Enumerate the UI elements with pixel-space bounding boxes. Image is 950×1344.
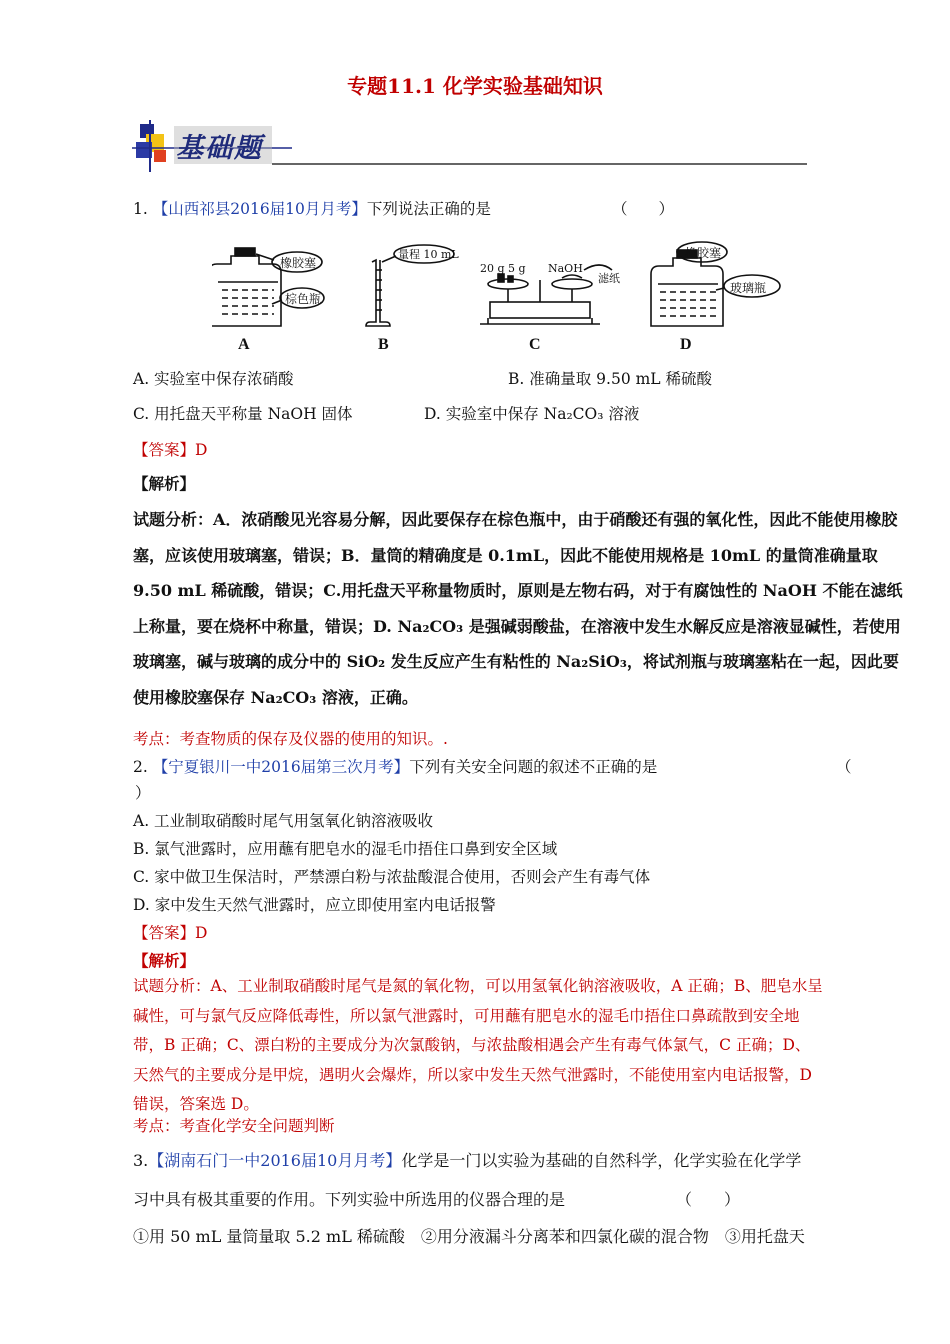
analysis-label: 【解析】 [133, 951, 196, 970]
question-3-items: ①用 50 mL 量筒量取 5.2 mL 稀硫酸 ②用分液漏斗分离苯和四氯化碳的混合物 ③用托盘天 [133, 1227, 805, 1246]
section-banner [132, 120, 812, 172]
analysis-label: 【解析】 [133, 474, 196, 493]
answer-label: 【答案】 [133, 441, 196, 459]
label-weights: 20 g 5 g [480, 262, 526, 275]
figure-label-b: B [378, 336, 389, 353]
question-number: 1. [133, 200, 148, 218]
option-c: C. 家中做卫生保洁时，严禁漂白粉与浓盐酸混合使用，否则会产生有毒气体 [133, 868, 651, 886]
answer-line [133, 438, 207, 460]
question-3-stem-cont: 习中具有极其重要的作用。下列实验中所选用的仪器合理的是 [133, 1190, 566, 1209]
label-filter-paper: 滤纸 [598, 272, 620, 285]
question-2-stem [133, 755, 657, 777]
figure-label-c: C [529, 336, 541, 353]
answer-paren: （ ） [612, 200, 675, 218]
option-a: A. 实验室中保存浓硝酸 [133, 370, 294, 388]
label-rubber-stopper-a: 橡胶塞 [280, 256, 317, 270]
question-text: 化学是一门以实验为基础的自然科学，化学实验在化学学 [401, 1151, 802, 1170]
banner-label: 基础题 [176, 133, 263, 164]
answer-value: D [195, 441, 208, 459]
option-c: C. 用托盘天平称量 NaOH 固体 [133, 405, 353, 423]
knowledge-point: 考点：考查化学安全问题判断 [133, 1117, 335, 1135]
question-3-stem [133, 1148, 801, 1171]
answer-paren-open: （ [836, 758, 852, 776]
question-source: 【宁夏银川一中2016届第三次月考】 [152, 758, 410, 776]
analysis-text: 试题分析：A．浓硝酸见光容易分解，因此要保存在棕色瓶中，由于硝酸还有强的氧化性，因此不能使用橡胶塞，应该使用玻璃塞，错误；B．量筒的精确度是 0.1mL，因此不能使用规格是 10mL 的量筒准确量取 9.50 mL 稀硫酸，错误；C.用托盘天平称量物质时，原则是左物右码，对于有腐蚀性的 NaOH 不能在滤纸上称量，要在烧杯中称量，错误；D. Na₂CO₃ 是强碱弱酸盐，在溶液中发生水解反应是溶液显碱性，若使用玻璃塞，碱与玻璃的成分中的 SiO₂ 发生反应产生有粘性的 Na₂SiO₃，将试剂瓶与玻璃塞粘在一起，因此要使用橡胶塞保存 Na₂CO₃ 溶液，正确。 [133, 510, 903, 707]
answer-value: D [195, 924, 208, 942]
analysis-text: 试题分析：A、工业制取硝酸时尾气是氮的氧化物，可以用氢氧化钠溶液吸收，A 正确；B、肥皂水呈碱性，可与氯气反应降低毒性，所以氯气泄露时，可用蘸有肥皂水的湿毛巾捂住口鼻疏散到安全地带，B 正确；C、漂白粉的主要成分为次氯酸钠，与浓盐酸相遇会产生有毒气体氯气，C 正确；D、天然气的主要成分是甲烷，遇明火会爆炸，所以家中发生天然气泄露时，不能使用室内电话报警，D 错误，答案选 D。 [133, 977, 823, 1113]
answer-line [133, 921, 207, 943]
figure-label-a: A [238, 336, 250, 353]
label-rubber-stopper-d: 橡胶塞 [685, 246, 722, 260]
question-1-stem [133, 197, 491, 219]
answer-paren-close: ） [135, 784, 151, 802]
question-number: 3. [133, 1151, 149, 1170]
question-text: 下列说法正确的是 [366, 200, 491, 218]
option-b: B. 氯气泄露时，应用蘸有肥皂水的湿毛巾捂住口鼻到安全区域 [133, 840, 558, 858]
question-source: 【湖南石门一中2016届10月月考】 [148, 1151, 402, 1170]
label-naoh: NaOH [548, 262, 583, 275]
figure-label-d: D [680, 336, 692, 353]
question-text: 下列有关安全问题的叙述不正确的是 [409, 758, 658, 776]
label-cylinder-range: 量程 10 mL [398, 248, 459, 261]
page-title: 专题11.1 化学实验基础知识 [347, 74, 603, 98]
label-brown-bottle: 棕色瓶 [285, 292, 322, 306]
answer-paren: （ ） [676, 1190, 741, 1209]
apparatus-figure [212, 240, 802, 358]
option-d: D. 实验室中保存 Na₂CO₃ 溶液 [424, 405, 640, 423]
answer-label: 【答案】 [133, 924, 196, 942]
option-d: D. 家中发生天然气泄露时，应立即使用室内电话报警 [133, 896, 496, 914]
question-source: 【山西祁县2016届10月月考】 [152, 200, 367, 218]
question-number: 2. [133, 758, 148, 776]
option-b: B. 准确量取 9.50 mL 稀硫酸 [508, 370, 713, 388]
label-glass-bottle: 玻璃瓶 [730, 281, 767, 295]
knowledge-point: 考点：考查物质的保存及仪器的使用的知识。. [133, 730, 448, 748]
option-a: A. 工业制取硝酸时尾气用氢氧化钠溶液吸收 [133, 812, 434, 830]
